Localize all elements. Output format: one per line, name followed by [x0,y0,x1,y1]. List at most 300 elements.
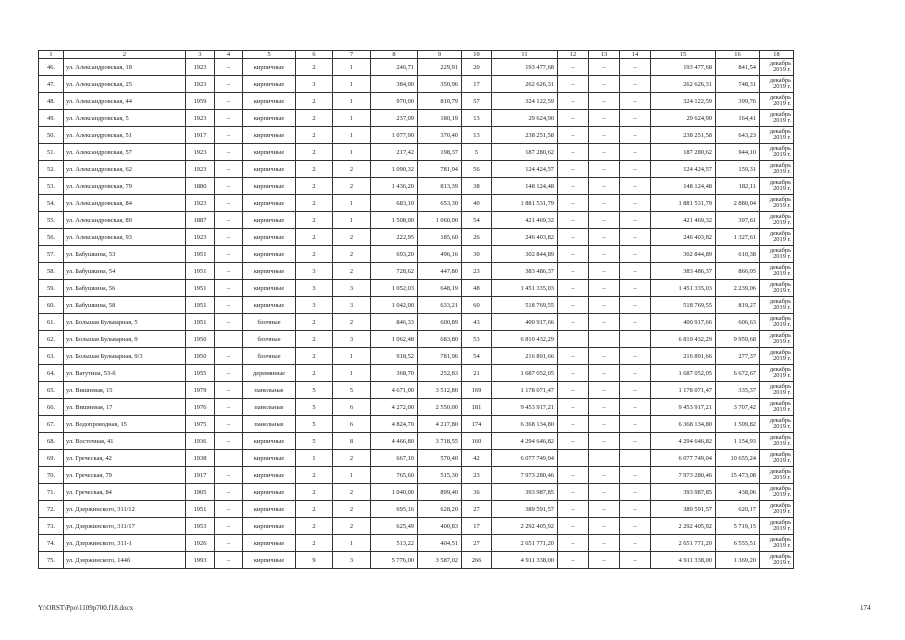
table-cell: ул. Большая Бульварная, 9 [64,331,186,348]
table-cell: 302 844,89 [651,246,716,263]
table-cell: 68. [39,433,64,450]
table-cell: 1951 [186,246,215,263]
table-cell: – [589,178,620,195]
table-cell: – [589,110,620,127]
table-cell: 66. [39,399,64,416]
table-cell: 1923 [186,195,215,212]
table-cell: 2 [296,212,333,229]
table-cell: 3 [296,76,333,93]
table-cell: 3 [296,280,333,297]
table-cell: 2 [296,246,333,263]
table-cell [558,331,589,348]
table-cell: 1 [333,195,371,212]
table-cell: 56 [462,161,492,178]
table-cell: 1917 [186,127,215,144]
table-cell: – [589,552,620,569]
table-cell: 4 466,80 [371,433,418,450]
table-cell: 1 436,20 [371,178,418,195]
table-cell: 1 [333,365,371,382]
table-cell: – [215,297,243,314]
table-cell: – [620,76,651,93]
table-cell: 1 451 335,03 [492,280,558,297]
table-cell: – [589,195,620,212]
table-cell: 6 810 432,29 [651,331,716,348]
table-cell: – [620,297,651,314]
table-cell: – [620,246,651,263]
table-cell: – [620,93,651,110]
table-cell: 20 [462,59,492,76]
table-cell [620,450,651,467]
table-cell: – [558,382,589,399]
table-cell: 5 776,00 [371,552,418,569]
table-cell: 1 [333,467,371,484]
table-cell: 1 [333,212,371,229]
table-cell: декабрь 2019 г. [760,382,794,399]
table-cell: 813,39 [418,178,462,195]
table-cell: 65. [39,382,64,399]
table-cell: панельные [243,416,296,433]
column-number-cell: 2 [64,51,186,59]
table-cell: панельные [243,399,296,416]
table-cell: 370,40 [418,127,462,144]
table-cell: кирпичные [243,144,296,161]
table-cell: – [215,263,243,280]
table-cell: 1950 [186,331,215,348]
table-cell: декабрь 2019 г. [760,93,794,110]
table-cell: 2 [296,518,333,535]
table-cell: 6 810 432,29 [492,331,558,348]
table-cell: 628,20 [418,501,462,518]
column-number-cell: 16 [716,51,760,59]
table-cell: 60 [462,297,492,314]
table-cell: 1 077,90 [371,127,418,144]
table-cell: 2 [296,365,333,382]
table-cell: 1951 [186,314,215,331]
table-cell: – [589,484,620,501]
table-cell: 2 [296,110,333,127]
table-cell: – [558,518,589,535]
table-cell: – [620,178,651,195]
table-cell: 324 122,59 [492,93,558,110]
table-row [39,263,794,280]
table-cell: кирпичные [243,161,296,178]
table-cell: ул. Греческая, 79 [64,467,186,484]
column-number-cell: 13 [589,51,620,59]
table-cell: кирпичные [243,467,296,484]
table-cell: 2 [296,144,333,161]
table-cell: – [215,76,243,93]
table-cell: – [589,348,620,365]
table-cell: 29 624,90 [492,110,558,127]
table-cell: ул. Бабушкина, 54 [64,263,186,280]
table-cell: 43 [462,314,492,331]
table-cell: 728,62 [371,263,418,280]
table-cell: декабрь 2019 г. [760,297,794,314]
table-cell: 2 [296,195,333,212]
table-cell: – [215,127,243,144]
table-cell: ул. Вишневая, 15 [64,382,186,399]
table-cell: – [215,229,243,246]
table-cell: – [620,314,651,331]
table-cell: 4 294 646,82 [492,433,558,450]
table-cell: 1 [296,450,333,467]
table-cell: 6 368 134,80 [492,416,558,433]
table-cell: 6 368 134,80 [651,416,716,433]
table-cell: – [558,59,589,76]
table-cell: – [215,467,243,484]
table-cell: – [215,144,243,161]
table-cell: блочные [243,348,296,365]
table-cell: 2 [296,348,333,365]
table-cell: ул. Дзержинского, 311-1 [64,535,186,552]
table-cell: 438,06 [716,484,760,501]
table-cell: декабрь 2019 г. [760,450,794,467]
table-cell: ул. Греческая, 84 [64,484,186,501]
table-cell: 2 [296,178,333,195]
table-cell: 13 [462,127,492,144]
table-cell: 633,21 [418,297,462,314]
table-cell: – [589,263,620,280]
table-cell: ул. Дзержинского, 311/12 [64,501,186,518]
table-cell: 570,40 [418,450,462,467]
table-cell: ул. Восточная, 41 [64,433,186,450]
table-cell: 610,38 [716,246,760,263]
table-cell: 1905 [186,484,215,501]
table-cell: 620,17 [716,501,760,518]
table-cell: ул. Водопроводная, 15 [64,416,186,433]
table-cell: 421 469,32 [651,212,716,229]
table-cell: ул. Александровская, 62 [64,161,186,178]
column-number-header-row [39,51,794,59]
table-cell: 169 [462,382,492,399]
table-cell: декабрь 2019 г. [760,178,794,195]
table-cell: ул. Александровская, 84 [64,195,186,212]
table-cell: 2 [333,501,371,518]
table-cell: ул. Александровская, 5 [64,110,186,127]
table-cell: ул. Дзержинского, 311/17 [64,518,186,535]
table-cell: кирпичные [243,229,296,246]
table-cell: 9 453 917,21 [492,399,558,416]
table-cell: ул. Александровская, 51 [64,127,186,144]
table-cell: – [620,467,651,484]
table-cell: – [620,416,651,433]
table-cell: 29 624,90 [651,110,716,127]
table-cell: 262 626,31 [651,76,716,93]
table-cell: кирпичные [243,178,296,195]
table-cell: 6 077 749,04 [492,450,558,467]
table-cell: 2 [333,246,371,263]
table-cell: – [558,399,589,416]
table-cell: 3 718,55 [418,433,462,450]
table-cell: декабрь 2019 г. [760,195,794,212]
table-cell: 2 [296,467,333,484]
table-cell: – [558,246,589,263]
table-cell: 368,70 [371,365,418,382]
table-cell: 383 486,37 [651,263,716,280]
table-cell: 1 327,61 [716,229,760,246]
table-cell: ул. Бабушкина, 56 [64,280,186,297]
column-number-cell: 18 [760,51,794,59]
table-cell: – [558,365,589,382]
table-cell: 237,09 [371,110,418,127]
table-cell: – [620,263,651,280]
column-number-cell: 15 [651,51,716,59]
table-cell: 393 987,85 [651,484,716,501]
table-cell: 59. [39,280,64,297]
table-cell: 23 [462,467,492,484]
table-cell: – [558,195,589,212]
table-cell: 918,52 [371,348,418,365]
table-cell: декабрь 2019 г. [760,433,794,450]
table-cell: 1 [333,535,371,552]
table-cell: – [589,365,620,382]
table-cell: – [620,348,651,365]
table-cell: 266 [462,552,492,569]
table-row [39,518,794,535]
table-cell: кирпичные [243,297,296,314]
table-cell: 222,95 [371,229,418,246]
table-cell: 159,31 [716,161,760,178]
table-row [39,467,794,484]
table-cell: – [558,416,589,433]
table-cell: 67. [39,416,64,433]
table-cell: ул. Большая Бульварная, 5 [64,314,186,331]
table-cell: – [620,518,651,535]
table-cell: ул. Александровская, 57 [64,144,186,161]
table-cell: 606,63 [716,314,760,331]
table-cell: 810,79 [418,93,462,110]
table-row [39,212,794,229]
table-cell: 324 122,59 [651,93,716,110]
table-cell: – [558,212,589,229]
table-cell: 2 [333,263,371,280]
table-cell: декабрь 2019 г. [760,535,794,552]
table-row [39,195,794,212]
table-cell: 6 077 749,04 [651,450,716,467]
table-row [39,76,794,93]
table-row [39,399,794,416]
table-cell: 30 [462,246,492,263]
table-cell: 55. [39,212,64,229]
table-cell: блочные [243,314,296,331]
table-cell: декабрь 2019 г. [760,484,794,501]
table-cell: 350,96 [418,76,462,93]
table-cell: 1951 [186,263,215,280]
column-number-cell: 10 [462,51,492,59]
table-cell: 57 [462,93,492,110]
table-cell: 653,30 [418,195,462,212]
column-number-cell: 3 [186,51,215,59]
table-cell: кирпичные [243,535,296,552]
table-cell: 600,89 [418,314,462,331]
table-cell: 518 769,55 [651,297,716,314]
table-cell: 1923 [186,110,215,127]
table-cell: – [589,59,620,76]
table-cell: – [558,348,589,365]
table-cell: – [215,246,243,263]
table-row [39,450,794,467]
table-cell: декабрь 2019 г. [760,501,794,518]
table-cell: кирпичные [243,246,296,263]
table-cell: 1 062,48 [371,331,418,348]
table-cell: кирпичные [243,93,296,110]
table-cell: кирпичные [243,450,296,467]
table-row [39,348,794,365]
table-row [39,365,794,382]
table-cell: 648,19 [418,280,462,297]
table-cell: – [215,314,243,331]
table-cell: 1936 [186,433,215,450]
table-cell: 238 251,58 [492,127,558,144]
table-cell: 513,22 [371,535,418,552]
table-cell: 1880 [186,178,215,195]
table-cell: ул. Александровская, 18 [64,59,186,76]
table-cell: – [215,110,243,127]
table-cell: 2 550,00 [418,399,462,416]
table-cell: кирпичные [243,212,296,229]
table-cell: 217,42 [371,144,418,161]
table-cell: – [558,229,589,246]
table-cell: 70. [39,467,64,484]
table-cell: кирпичные [243,518,296,535]
table-cell: 9 453 917,21 [651,399,716,416]
table-cell: 36 [462,484,492,501]
table-cell: 5 719,15 [716,518,760,535]
table-cell: 2 [333,178,371,195]
table-cell: 515,30 [418,467,462,484]
table-cell: деревянные [243,365,296,382]
table-cell: декабрь 2019 г. [760,314,794,331]
table-cell: 124 424,57 [492,161,558,178]
table-cell: 447,80 [418,263,462,280]
table-cell: – [589,535,620,552]
table-cell: 53. [39,178,64,195]
table-cell: 7 973 280,46 [651,467,716,484]
table-cell: 1955 [186,365,215,382]
table-cell: 2 651 771,20 [651,535,716,552]
table-cell: 781,96 [418,348,462,365]
table-cell: 48 [462,280,492,297]
table-cell: – [620,59,651,76]
table-cell: 1926 [186,535,215,552]
table-cell: декабрь 2019 г. [760,416,794,433]
column-number-cell: 7 [333,51,371,59]
table-cell: 3 [296,297,333,314]
table-cell: 1 [333,127,371,144]
table-cell: – [589,280,620,297]
table-cell: – [620,484,651,501]
table-cell: декабрь 2019 г. [760,127,794,144]
table-cell: 3 [333,552,371,569]
table-row [39,93,794,110]
table-cell: – [215,382,243,399]
table-cell: ул. Греческая, 42 [64,450,186,467]
table-cell: 2 [296,314,333,331]
table-cell: – [558,76,589,93]
table-row [39,552,794,569]
table-cell: 625,49 [371,518,418,535]
table-cell: 5 [296,399,333,416]
table-cell: – [589,229,620,246]
table-cell: 1 369,20 [716,552,760,569]
table-cell: 198,37 [418,144,462,161]
table-cell: 970,00 [371,93,418,110]
table-cell: 42 [462,450,492,467]
table-cell: 667,10 [371,450,418,467]
table-cell: ул. Бабушкина, 53 [64,246,186,263]
table-cell [589,331,620,348]
table-cell: 819,27 [716,297,760,314]
table-cell: 1 [333,348,371,365]
table-cell: кирпичные [243,263,296,280]
table-cell: 53 [462,331,492,348]
table-cell: 1 508,90 [371,212,418,229]
table-cell: 72. [39,501,64,518]
table-cell: 1 881 531,79 [492,195,558,212]
table-cell: 15 473,08 [716,467,760,484]
table-cell: 2 [296,331,333,348]
table-cell: 5 [296,416,333,433]
table-cell: 1 687 052,05 [651,365,716,382]
table-cell: 1 042,00 [371,297,418,314]
table-cell: 693,20 [371,246,418,263]
table-row [39,331,794,348]
table-cell: ул. Александровская, 89 [64,212,186,229]
table-cell: 1950 [186,348,215,365]
table-cell: – [215,348,243,365]
table-cell: 1953 [186,518,215,535]
table-cell: 1923 [186,144,215,161]
table-cell: – [589,433,620,450]
table-cell: – [215,535,243,552]
table-cell: 5 [462,144,492,161]
table-cell: ул. Большая Бульварная, 9/3 [64,348,186,365]
table-cell: – [558,501,589,518]
table-cell: – [558,178,589,195]
table-cell: 164,41 [716,110,760,127]
table-cell: 1 090,32 [371,161,418,178]
table-cell: кирпичные [243,110,296,127]
table-cell: 75. [39,552,64,569]
table-cell: 2 [296,484,333,501]
table-cell: – [589,467,620,484]
table-cell: – [589,518,620,535]
table-cell: 63. [39,348,64,365]
table-cell: 1923 [186,161,215,178]
table-cell: кирпичные [243,501,296,518]
table-cell: 2 [333,450,371,467]
table-cell: 160 [462,433,492,450]
table-cell: 174 [462,416,492,433]
table-cell: 3 512,80 [418,382,462,399]
table-cell: 1951 [186,280,215,297]
table-cell: – [558,552,589,569]
table-cell: 2 [333,518,371,535]
table-cell: 389 591,57 [651,501,716,518]
table-cell: 400 917,66 [651,314,716,331]
table-cell: 1975 [186,416,215,433]
table-cell: 17 [462,518,492,535]
table-cell: 2 [296,501,333,518]
table-cell: 193 477,68 [651,59,716,76]
table-cell: 5 [296,433,333,450]
table-cell: 944,10 [716,144,760,161]
table-cell: 4 911 338,00 [651,552,716,569]
table-cell: 62. [39,331,64,348]
table-cell: блочные [243,331,296,348]
table-cell: 2 [296,59,333,76]
table-cell [620,331,651,348]
